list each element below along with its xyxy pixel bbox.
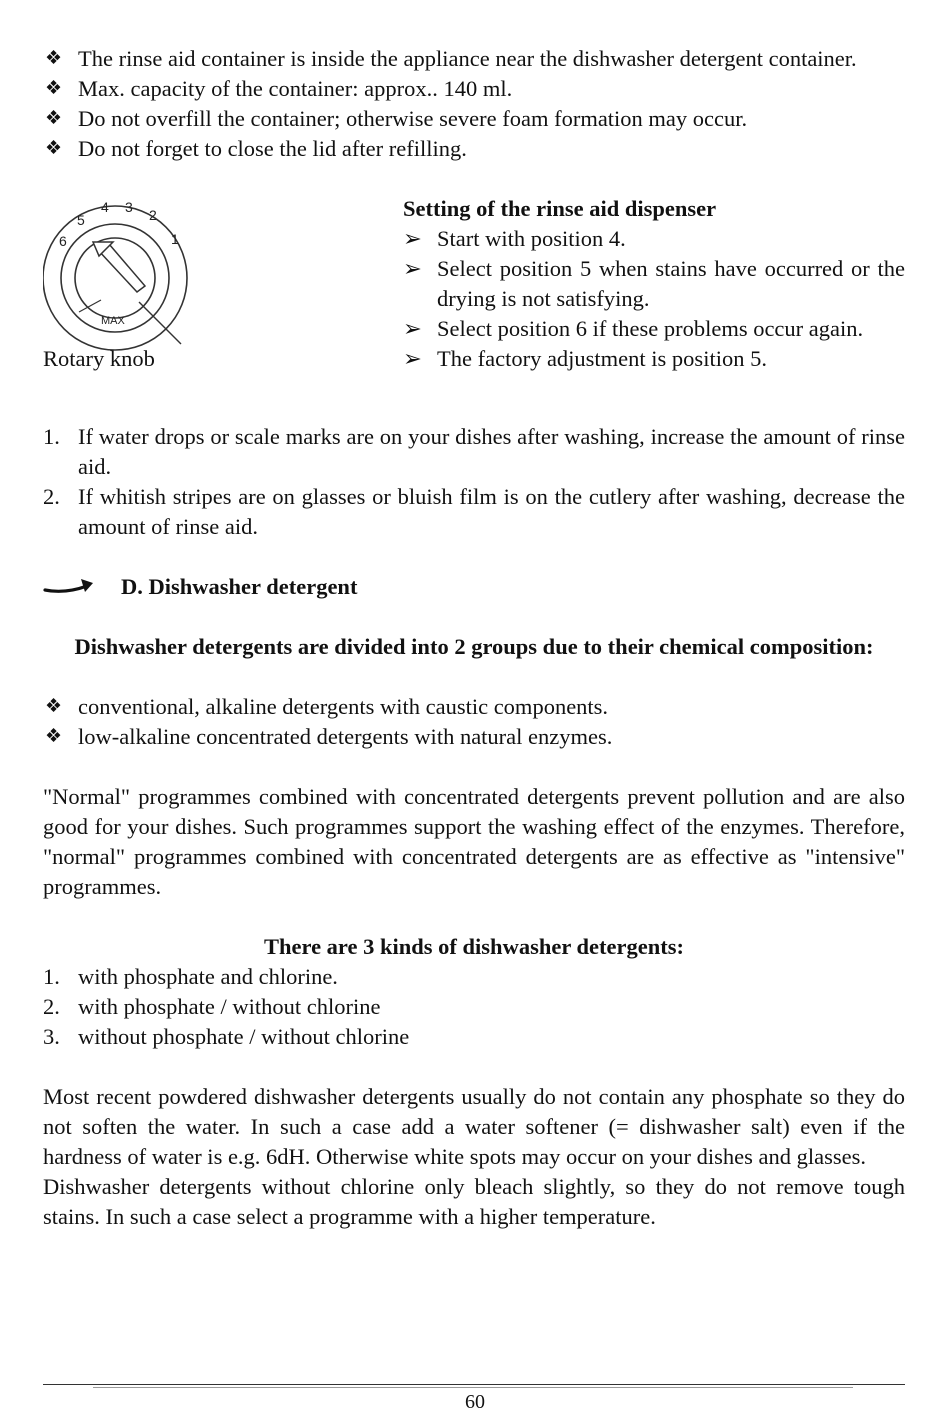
page-number: 60: [465, 1391, 485, 1413]
list-item: ❖ Do not overfill the container; otherwise severe foam formation may occur.: [43, 104, 905, 134]
footer-rule-inner: [93, 1387, 853, 1388]
arrow-bullet-icon: ➢: [403, 256, 422, 281]
diamond-bullet-icon: ❖: [45, 696, 63, 717]
rotary-knob-diagram: [43, 194, 213, 364]
list-item: 1. If water drops or scale marks are on your dishes after washing, increase the amount of rinse aid.: [43, 424, 905, 479]
kinds-list: [43, 962, 905, 1052]
normal-programmes-paragraph: "Normal" programmes combined with concentrated detergents prevent pollution and are also good for your dishes. Such programmes support the washing effect of the enzymes. Therefore, "normal" programmes combined with concentrated detergents are as effective as "intensive" programmes.: [43, 784, 905, 899]
list-item: ➢ The factory adjustment is position 5.: [403, 344, 905, 374]
list-item: 2. with phosphate / without chlorine: [43, 994, 381, 1019]
list-item: ❖ Max. capacity of the container: approx.. 140 ml.: [43, 74, 905, 104]
rinse-aid-figure-row: [43, 194, 905, 422]
arrow-icon: [43, 576, 95, 598]
list-item: ❖ low-alkaline concentrated detergents with natural enzymes.: [43, 722, 905, 752]
list-item: ➢ Select position 5 when stains have occurred or the drying is not satisfying.: [403, 256, 905, 311]
list-item: ❖ conventional, alkaline detergents with caustic components.: [43, 692, 905, 722]
chlorine-paragraph: Dishwasher detergents without chlorine only bleach slightly, so they do not remove tough stains. In such a case select a programme with a higher temperature.: [43, 1174, 905, 1229]
setting-title: Setting of the rinse aid dispenser: [403, 196, 717, 221]
arrow-bullet-icon: ➢: [403, 226, 422, 251]
list-item: 2. If whitish stripes are on glasses or bluish film is on the cutlery after washing, decrease the amount of rinse aid.: [43, 484, 905, 539]
phosphate-paragraph: Most recent powdered dishwasher detergents usually do not contain any phosphate so they do not soften the water. In such a case add a water softener (= dishwasher salt) even if the hardness of water is e.g. 6dH. Otherwise white spots may occur on your dishes and glasses.: [43, 1084, 905, 1169]
rinse-aid-numbered-list: [43, 422, 905, 542]
dial-number-2: 2: [149, 207, 157, 223]
dial-number-4: 4: [101, 199, 109, 215]
footer-rule: [43, 1384, 905, 1385]
arrow-bullet-icon: ➢: [403, 316, 422, 341]
list-item: 1. with phosphate and chlorine.: [43, 964, 338, 989]
max-label: MAX: [101, 315, 125, 327]
dial-number-6: 6: [59, 233, 67, 249]
groups-list: [43, 692, 905, 752]
groups-heading: Dishwasher detergents are divided into 2 groups due to their chemical composition:: [74, 634, 874, 659]
setting-instructions: [403, 194, 905, 374]
diamond-bullet-icon: ❖: [45, 48, 63, 69]
list-item: 3. without phosphate / without chlorine: [43, 1024, 410, 1049]
dial-number-1: 1: [171, 231, 179, 247]
diamond-bullet-icon: ❖: [45, 726, 63, 747]
list-item: ❖ The rinse aid container is inside the appliance near the dishwasher detergent container.: [43, 44, 905, 74]
list-item: ❖ Do not forget to close the lid after refilling.: [43, 134, 905, 164]
kinds-heading: There are 3 kinds of dishwasher detergents:: [263, 934, 684, 959]
intro-bullet-list: [43, 44, 905, 164]
arrow-bullet-icon: ➢: [403, 346, 422, 371]
diamond-bullet-icon: ❖: [45, 138, 63, 159]
list-item: ➢ Start with position 4.: [403, 224, 905, 254]
manual-page: [43, 44, 905, 1232]
dial-number-5: 5: [77, 212, 85, 228]
list-item: ➢ Select position 6 if these problems occur again.: [403, 314, 905, 344]
figure-caption: Rotary knob: [43, 346, 155, 371]
dial-number-3: 3: [125, 199, 133, 215]
section-d-heading: D. Dishwasher detergent: [43, 572, 905, 602]
diamond-bullet-icon: ❖: [45, 78, 63, 99]
diamond-bullet-icon: ❖: [45, 108, 63, 129]
